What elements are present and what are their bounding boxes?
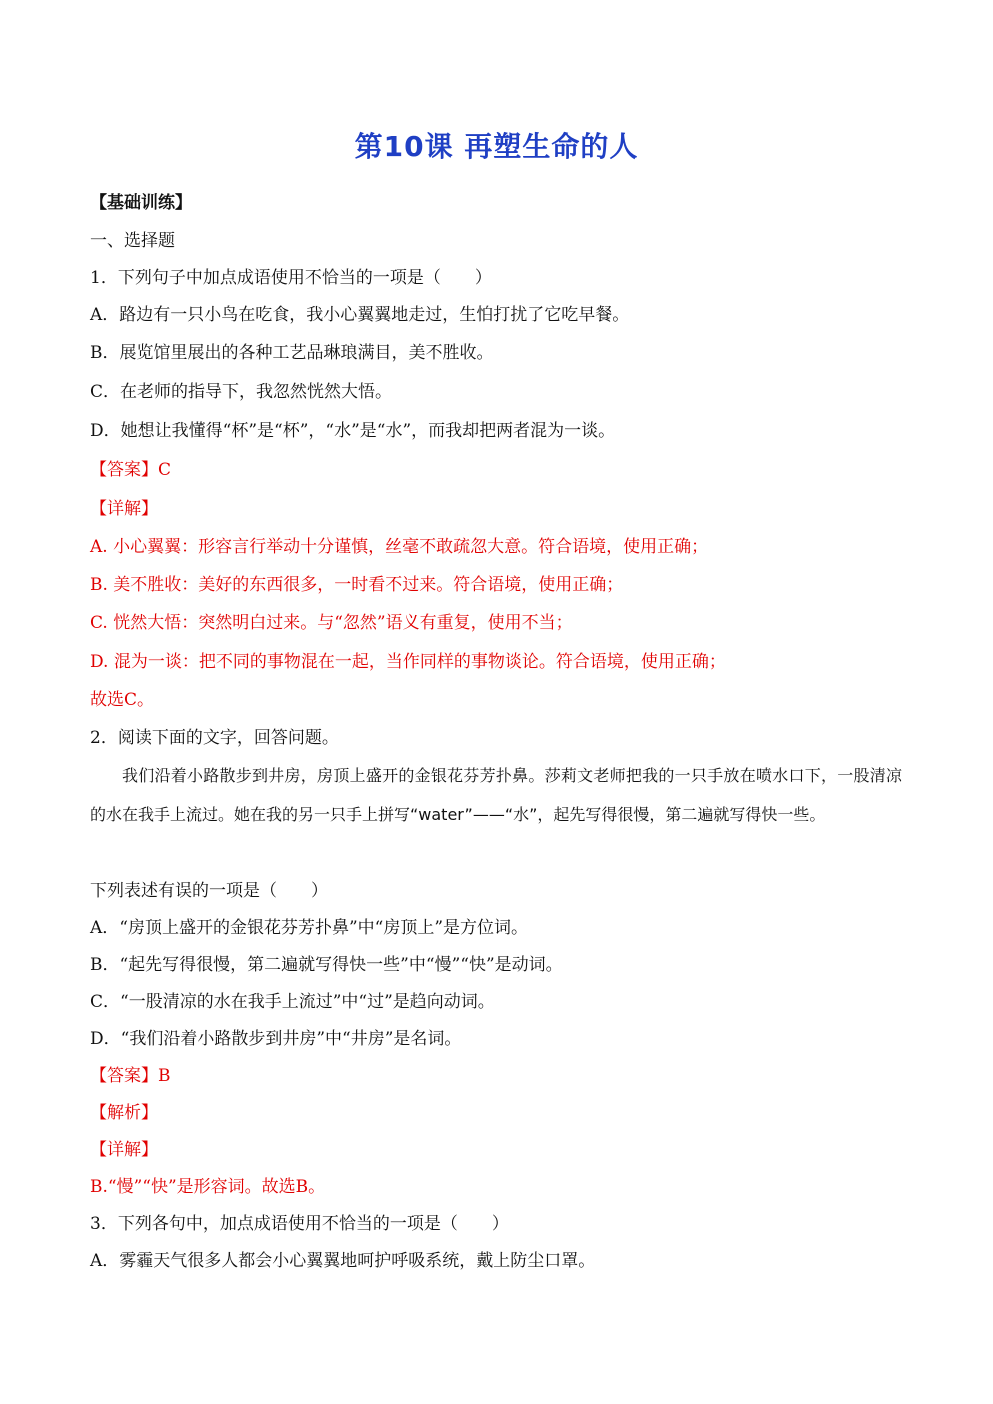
- part-heading: 一、选择题: [90, 231, 175, 251]
- q2-passage: 我们沿着小路散步到井房，房顶上盛开的金银花芬芳扑鼻。莎莉文老师把我的一只手放在喷水口下，一股清凉的水在我手上流过。她在我的另一只手上拼写“water”——“水”，起先写得很慢，第二遍就写得快一些。: [90, 766, 902, 824]
- q2-explanation: B.“慢”“快”是形容词。故选B。: [90, 1177, 326, 1197]
- q1-option-c: C．在老师的指导下，我忽然恍然大悟。: [90, 382, 393, 402]
- q3-option-a: A．雾霾天气很多人都会小心翼翼地呵护呼吸系统，戴上防尘口罩。: [90, 1251, 596, 1271]
- q1-option-b: B．展览馆里展出的各种工艺品琳琅满目，美不胜收。: [90, 343, 494, 363]
- q1-answer: 【答案】C: [90, 460, 172, 480]
- q2-stem: 2．阅读下面的文字，回答问题。: [90, 728, 339, 748]
- q2-option-a: A．“房顶上盛开的金银花芬芳扑鼻”中“房顶上”是方位词。: [90, 918, 529, 938]
- q3-stem: 3．下列各句中，加点成语使用不恰当的一项是（ ）: [90, 1214, 509, 1234]
- page-title: 第10课 再塑生命的人: [354, 130, 639, 163]
- q1-explanation-a: A. 小心翼翼：形容言行举动十分谨慎，丝毫不敢疏忽大意。符合语境，使用正确；: [90, 537, 709, 557]
- q1-conclusion: 故选C。: [90, 690, 155, 710]
- section-heading: 【基础训练】: [90, 193, 192, 213]
- q2-analysis-label: 【解析】: [90, 1103, 158, 1123]
- q1-option-a: A．路边有一只小鸟在吃食，我小心翼翼地走过，生怕打扰了它吃早餐。: [90, 305, 630, 325]
- q2-question: 下列表述有误的一项是（ ）: [90, 881, 328, 901]
- q1-explanation-d: D. 混为一谈：把不同的事物混在一起，当作同样的事物谈论。符合语境，使用正确；: [90, 652, 726, 672]
- q1-detail-label: 【详解】: [90, 499, 158, 519]
- q1-explanation-c: C. 恍然大悟：突然明白过来。与“忽然”语义有重复，使用不当；: [90, 613, 573, 633]
- q1-explanation-b: B. 美不胜收：美好的东西很多，一时看不过来。符合语境，使用正确；: [90, 575, 624, 595]
- q2-answer: 【答案】B: [90, 1066, 171, 1086]
- q2-option-b: B．“起先写得很慢，第二遍就写得快一些”中“慢”“快”是动词。: [90, 955, 563, 975]
- q2-option-d: D．“我们沿着小路散步到井房”中“井房”是名词。: [90, 1029, 462, 1049]
- q1-option-d: D．她想让我懂得“杯”是“杯”，“水”是“水”，而我却把两者混为一谈。: [90, 421, 616, 441]
- q2-detail-label: 【详解】: [90, 1140, 158, 1160]
- q1-stem: 1．下列句子中加点成语使用不恰当的一项是（ ）: [90, 268, 492, 288]
- q2-option-c: C．“一股清凉的水在我手上流过”中“过”是趋向动词。: [90, 992, 495, 1012]
